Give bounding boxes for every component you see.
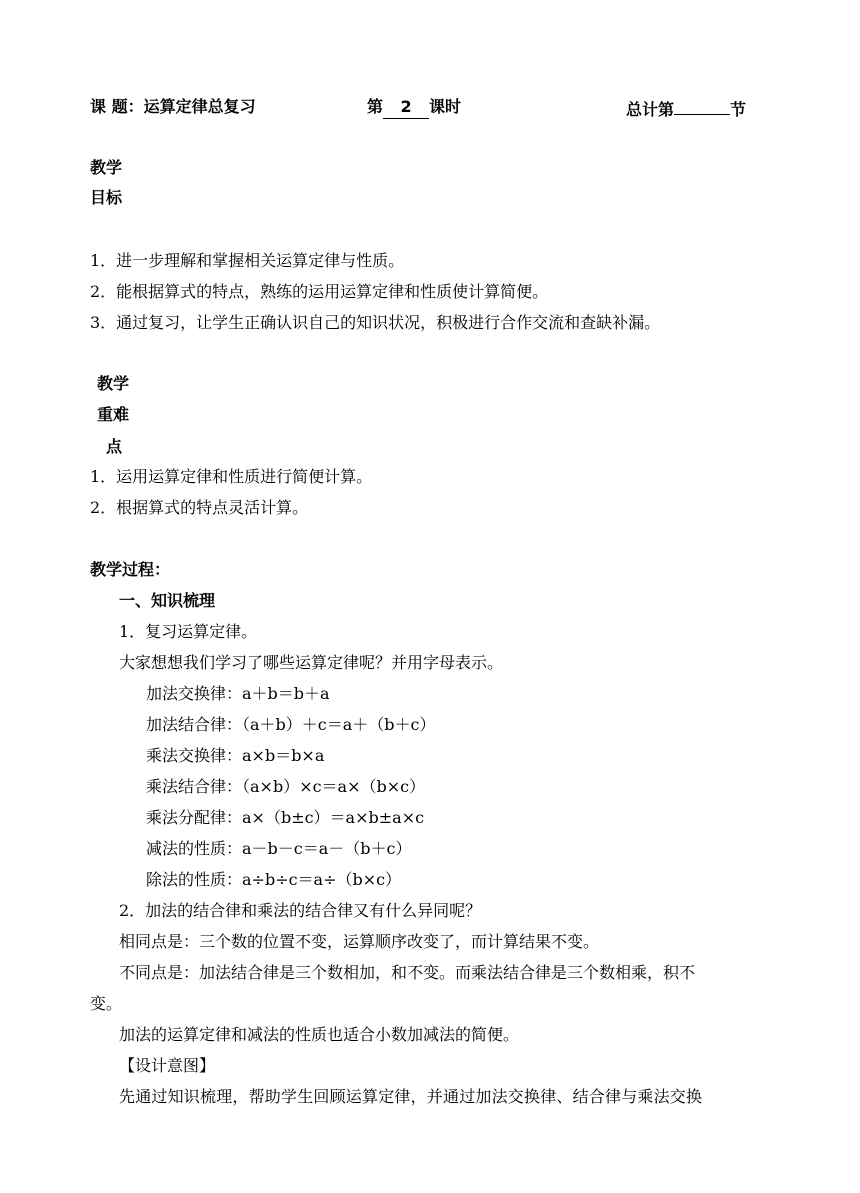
lesson-number	[367, 96, 461, 119]
objectives-label-1: 教学	[90, 158, 123, 177]
objective-item: 1．进一步理解和掌握相关运算定律与性质。	[90, 251, 405, 270]
difference-text: 不同点是：加法结合律是三个数相加，和不变。而乘法结合律是三个数相乘，积不	[119, 963, 696, 982]
total-prefix: 总计第	[626, 100, 675, 119]
law-item: 乘法分配律：a×（b±c）＝a×b±a×c	[146, 808, 425, 827]
total-number-blank	[674, 96, 730, 115]
law-item: 乘法交换律：a×b＝b×a	[146, 746, 325, 765]
law-item: 除法的性质：a÷b÷c＝a÷（b×c）	[146, 870, 402, 889]
law-item: 乘法结合律：（a×b）×c＝a×（b×c）	[146, 777, 426, 796]
step-heading: 1．复习运算定律。	[119, 622, 258, 641]
difficulties-label-3: 点	[106, 437, 123, 456]
objective-item: 2．能根据算式的特点，熟练的运用运算定律和性质使计算简便。	[90, 282, 549, 301]
objectives-label-2: 目标	[90, 188, 123, 207]
difficulties-label-1: 教学	[97, 374, 130, 393]
design-intent-heading: 【设计意图】	[119, 1056, 216, 1075]
difficulty-item: 2．根据算式的特点灵活计算。	[90, 498, 309, 517]
lesson-suffix: 课时	[429, 97, 462, 116]
difficulty-item: 1．运用运算定律和性质进行简便计算。	[90, 467, 373, 486]
objective-item: 3．通过复习，让学生正确认识自己的知识状况，积极进行合作交流和查缺补漏。	[90, 313, 661, 332]
design-intent-text: 先通过知识梳理，帮助学生回顾运算定律，并通过加法交换律、结合律与乘法交换	[119, 1087, 703, 1106]
lesson-number-value: 2	[383, 96, 429, 119]
total-suffix: 节	[730, 100, 747, 119]
law-item: 加法结合律：（a＋b）＋c＝a＋（b＋c）	[146, 715, 436, 734]
section-heading: 一、知识梳理	[119, 591, 216, 610]
note-text: 加法的运算定律和减法的性质也适合小数加减法的简便。	[119, 1025, 520, 1044]
topic-title: 课 题：运算定律总复习	[90, 97, 256, 116]
process-title: 教学过程：	[90, 560, 171, 579]
difference-text-continued: 变。	[90, 994, 123, 1013]
lesson-prefix: 第	[367, 97, 384, 116]
step-heading: 2．加法的结合律和乘法的结合律又有什么异同呢？	[119, 901, 482, 920]
question-text: 大家想想我们学习了哪些运算定律呢？并用字母表示。	[119, 653, 504, 672]
difficulties-label-2: 重难	[97, 405, 130, 424]
law-item: 减法的性质：a－b－c＝a－（b＋c）	[146, 839, 412, 858]
law-item: 加法交换律：a＋b＝b＋a	[146, 684, 330, 703]
similarity-text: 相同点是：三个数的位置不变，运算顺序改变了，而计算结果不变。	[119, 932, 600, 951]
total-count	[626, 96, 746, 121]
